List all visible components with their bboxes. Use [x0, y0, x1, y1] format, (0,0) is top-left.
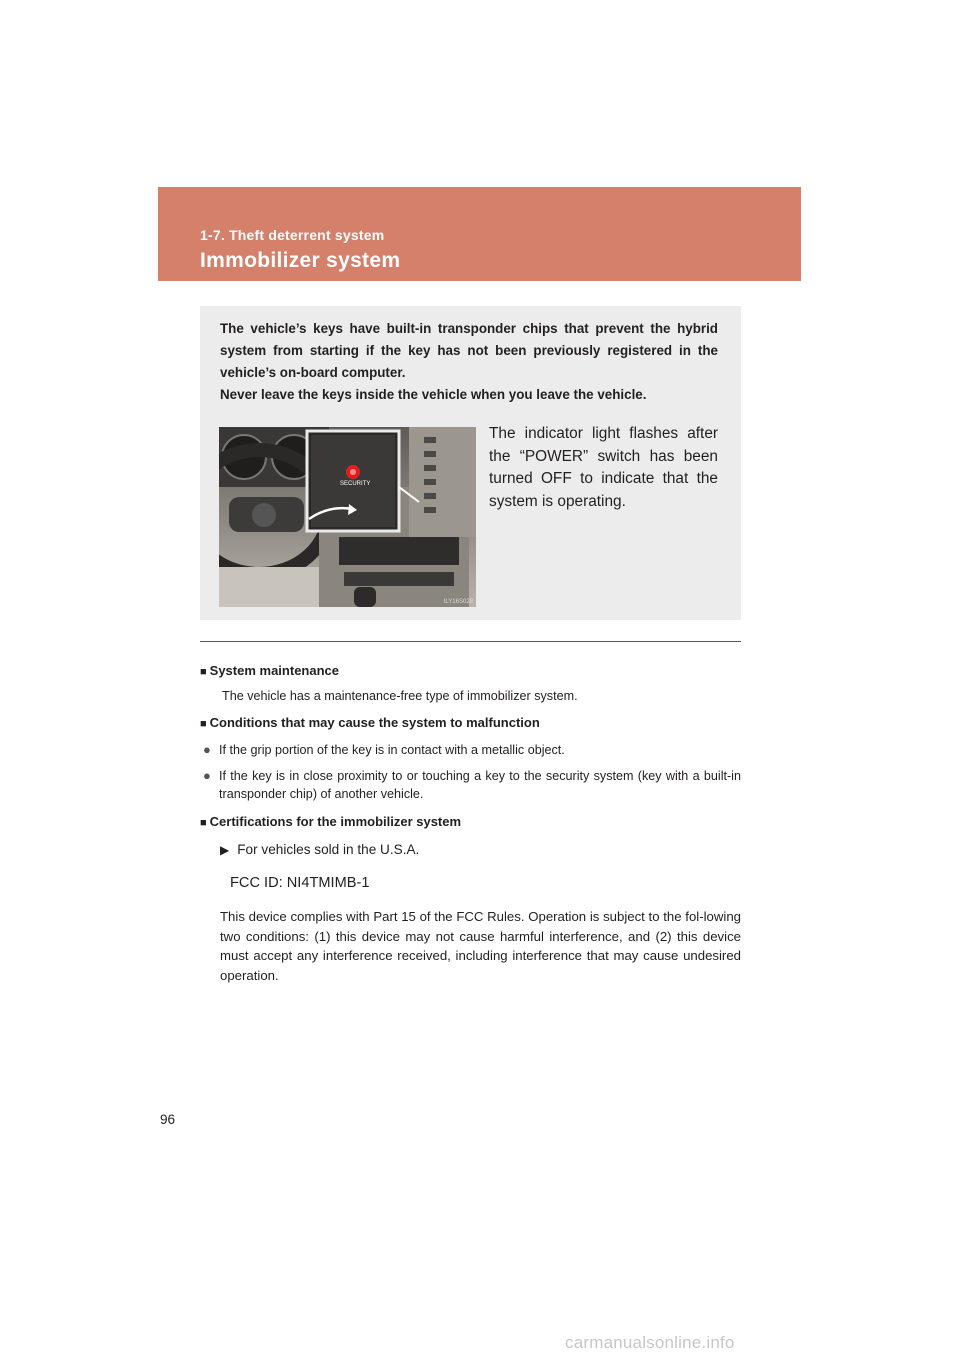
square-bullet-icon: ■ — [200, 817, 207, 829]
malfunction-heading-text: Conditions that may cause the system to malfunction — [209, 715, 540, 730]
photo-code: ILY16S028 — [443, 599, 473, 605]
region-line — [220, 840, 741, 860]
fcc-id: FCC ID: NI4TMIMB-1 — [230, 875, 370, 891]
square-bullet-icon: ■ — [200, 666, 207, 678]
system-maintenance-text: The vehicle has a maintenance-free type of immobilizer system. — [222, 689, 578, 703]
system-maintenance-heading — [200, 662, 741, 681]
dashboard-illustration — [219, 427, 476, 607]
malfunction-heading — [200, 714, 741, 733]
security-label: SECURITY — [340, 481, 371, 487]
watermark: carmanualsonline.info — [565, 1333, 735, 1352]
malfunction-bullet-text: If the key is in close proximity to or touching a key to the security system (key with a built-in transponder chip) of another vehicle. — [219, 769, 741, 801]
circle-bullet-icon: ● — [203, 768, 211, 783]
intro-box — [200, 306, 741, 620]
chapter-header-band — [158, 187, 801, 281]
system-maintenance-heading-text: System maintenance — [209, 663, 339, 678]
certifications-heading — [200, 813, 741, 832]
square-bullet-icon: ■ — [200, 718, 207, 730]
page-title: Immobilizer system — [200, 249, 401, 272]
fcc-compliance-text: This device complies with Part 15 of the FCC Rules. Operation is subject to the fol-lowing two conditions: (1) this device may not cause harmful interference, and (2) this device must accept any interference received, including interference that may cause undesired operation. — [220, 909, 741, 983]
dashboard-photo — [219, 427, 476, 607]
malfunction-bullet-text: If the grip portion of the key is in contact with a metallic object. — [219, 743, 565, 757]
page-number: 96 — [160, 1112, 176, 1127]
photo-caption: The indicator light flashes after the “POWER” switch has been turned OFF to indicate that the system is operating. — [489, 425, 718, 510]
intro-paragraph-2: Never leave the keys inside the vehicle when you leave the vehicle. — [220, 387, 647, 402]
intro-text — [220, 318, 718, 406]
intro-paragraph-1: The vehicle’s keys have built-in transponder chips that prevent the hybrid system from starting if the key has not been previously registered in the vehicle’s on-board computer. — [220, 321, 718, 380]
region-text: For vehicles sold in the U.S.A. — [237, 842, 420, 857]
main-content — [200, 662, 741, 985]
certifications-heading-text: Certifications for the immobilizer system — [209, 814, 462, 829]
malfunction-bullet — [200, 767, 741, 803]
triangle-arrow-icon: ▶ — [220, 843, 230, 857]
divider-rule — [200, 641, 741, 642]
malfunction-bullet — [200, 741, 741, 759]
circle-bullet-icon: ● — [203, 742, 211, 757]
section-label: 1-7. Theft deterrent system — [200, 227, 385, 243]
